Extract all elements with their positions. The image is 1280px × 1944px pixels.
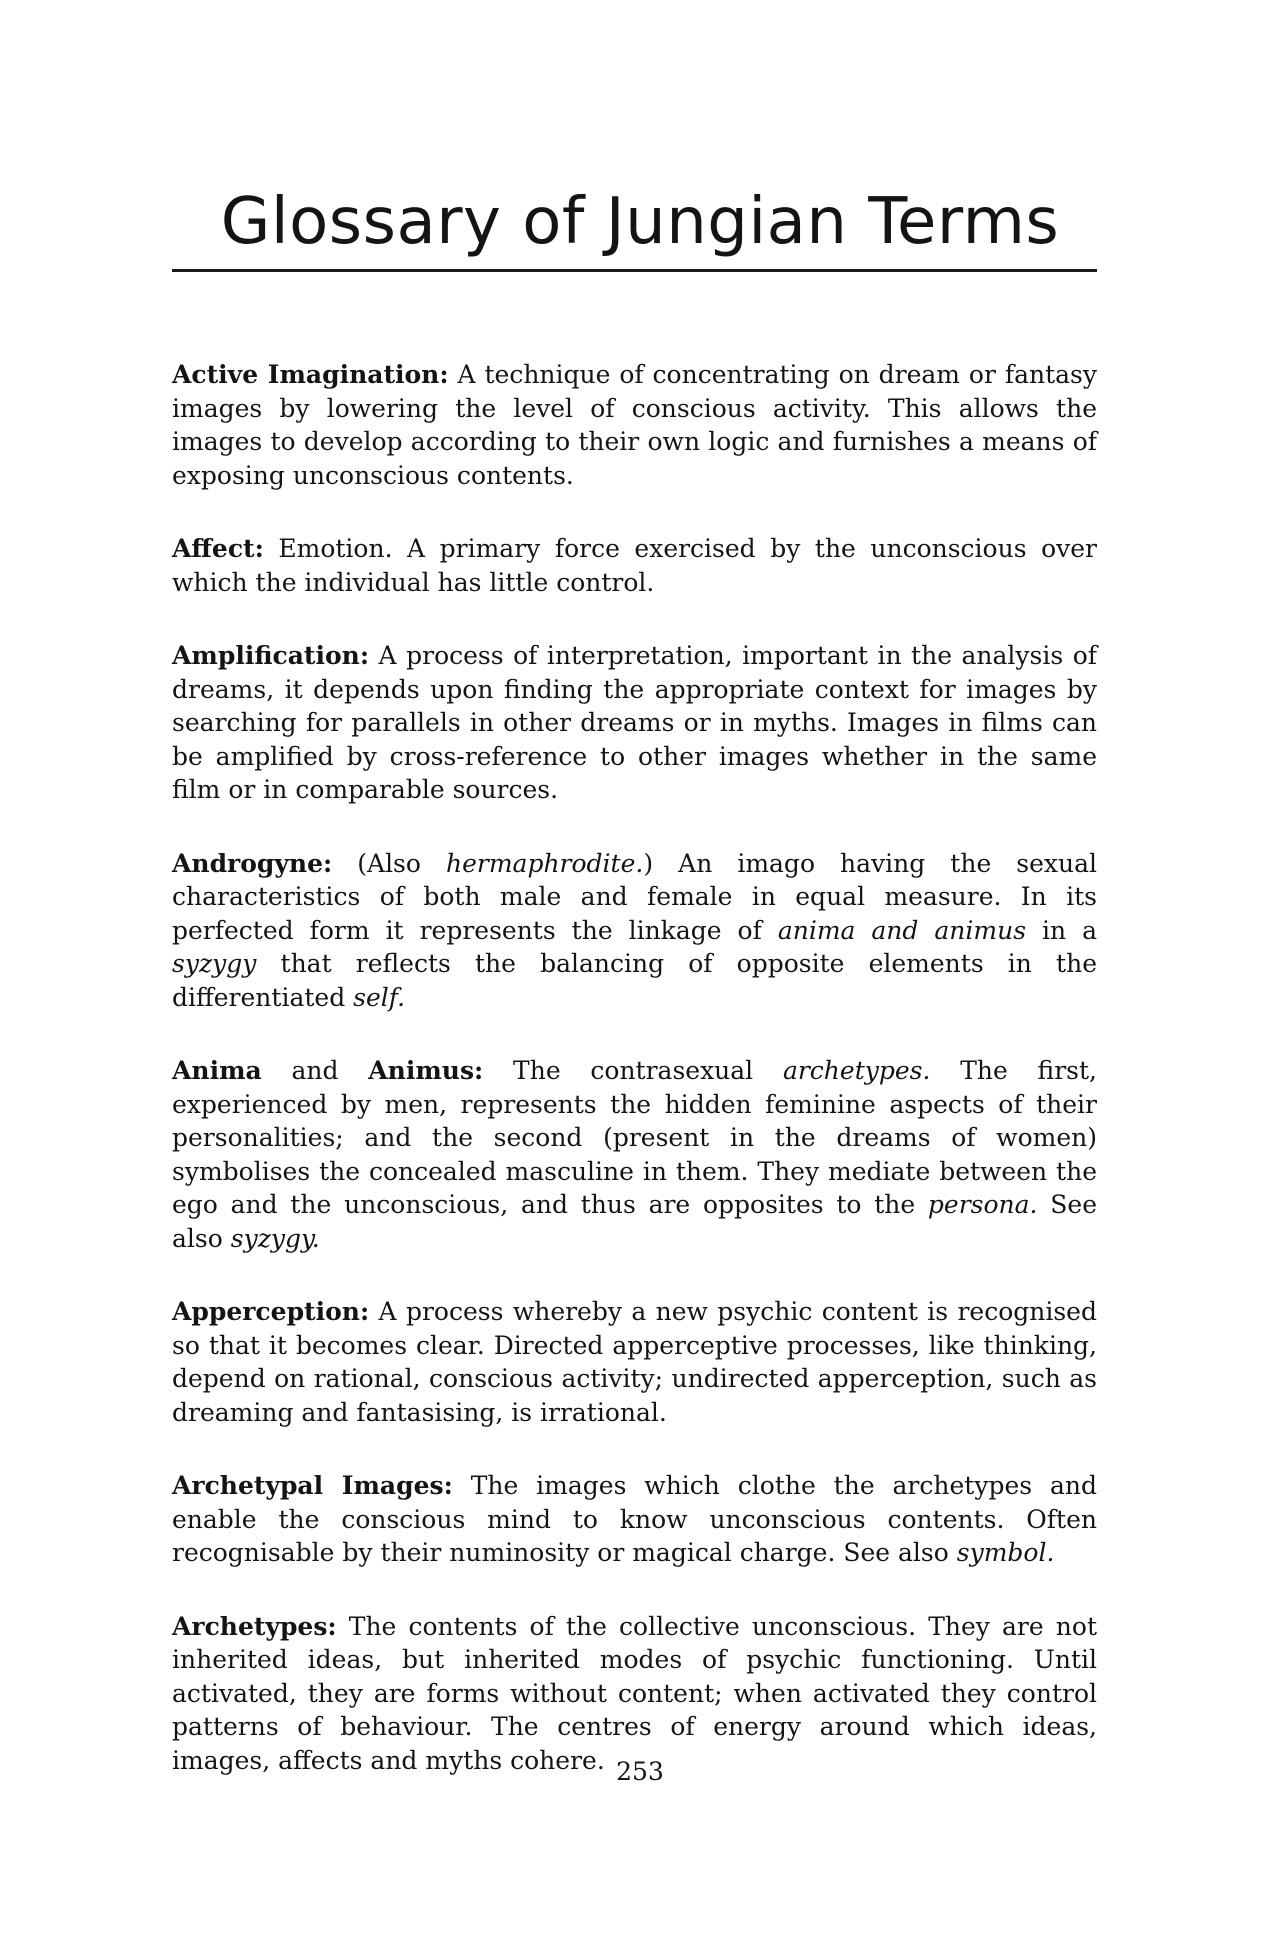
cross-reference: syzygy (172, 949, 257, 978)
glossary-definition: A technique of concentrating on dream or fantasy images by lowering the level of conscious activity. This allows the images to develop according to their own logic and furnishes a means of exposing unconscious contents. (172, 360, 1097, 490)
title-rule (172, 269, 1097, 272)
cross-reference: persona. (927, 1190, 1038, 1219)
glossary-definition-part: that reflects the balancing of opposite elements in the differentiated (172, 949, 1097, 1012)
glossary-definition: The contents of the collective unconscious. They are not inherited ideas, but inherited modes of psychic functioning. Until activated, they are forms without content; when activated they control patterns of behaviour. The centres of energy around which ideas, images, affects and myths cohere. (172, 1611, 1097, 1775)
glossary-definition: A process whereby a new psychic content is recognised so that it becomes clear. Directed apperceptive processes, like thinking, depend on rational, conscious activity; undirected apperception, such as dreaming and fantasising, is irrational. (172, 1297, 1097, 1427)
cross-reference: anima and animus (777, 915, 1027, 945)
glossary-definition-part: in a (1026, 915, 1098, 945)
glossary-term: Affect: (172, 534, 264, 563)
glossary-definition: Emotion. A primary force exercised by the unconscious over which the individual has little control. (172, 534, 1097, 597)
glossary-entry-active-imagination (172, 358, 1097, 492)
glossary-term: Animus: (368, 1056, 484, 1085)
cross-reference: symbol. (956, 1538, 1055, 1567)
cross-reference: hermaphrodite. (445, 848, 644, 878)
glossary-term: Androgyne: (172, 848, 333, 878)
cross-reference: archetypes. (782, 1056, 931, 1085)
glossary-term: Archetypes: (172, 1611, 337, 1641)
glossary-definition-part: The images which clothe the archetypes and enable the conscious mind to know unconscious contents. Often recognisable by their numinosity or magical charge. See also (172, 1471, 1097, 1567)
cross-reference: self. (353, 982, 406, 1012)
glossary-term: Amplification: (172, 641, 370, 670)
glossary-term: Archetypal Images: (172, 1471, 453, 1500)
glossary-definition: A process of interpretation, important in the analysis of dreams, it depends upon finding the appropriate context for images by searching for parallels in other dreams or in myths. Images in films can be amplified by cross-reference to other images whether in the same film or in comparable sources. (172, 641, 1097, 804)
glossary-definition-part: The first, experienced by men, represents the hidden feminine aspects of their personalities; and the second (present in the dreams of women) symbolises the concealed masculine in them. They mediate between the ego and the unconscious, and thus are opposites to the (172, 1056, 1097, 1219)
glossary-entry-archetypal-images (172, 1469, 1097, 1570)
glossary-definition-part: The contrasexual (483, 1056, 783, 1085)
term-joiner: and (261, 1056, 369, 1085)
glossary-term: Apperception: (172, 1297, 370, 1326)
glossary-term: Active Imagination: (172, 360, 449, 389)
cross-reference: syzygy. (230, 1223, 320, 1253)
glossary-list (172, 358, 1097, 1817)
page-number: 253 (616, 1757, 664, 1786)
glossary-entry-androgyne (172, 847, 1097, 1015)
glossary-definition-part: (Also (332, 848, 446, 878)
glossary-entry-anima-animus (172, 1054, 1097, 1255)
glossary-entry-amplification (172, 639, 1097, 807)
glossary-entry-apperception (172, 1295, 1097, 1429)
glossary-entry-archetypes (172, 1610, 1097, 1778)
page-title: Glossary of Jungian Terms (220, 185, 1060, 259)
glossary-definition-part: See also (172, 1190, 1097, 1253)
glossary-term: Anima (172, 1056, 262, 1085)
glossary-definition-part: ) An imago having the sexual characteristics of both male and female in equal measure. In its perfected form it represents the linkage of (172, 848, 1098, 945)
glossary-entry-affect (172, 532, 1097, 599)
